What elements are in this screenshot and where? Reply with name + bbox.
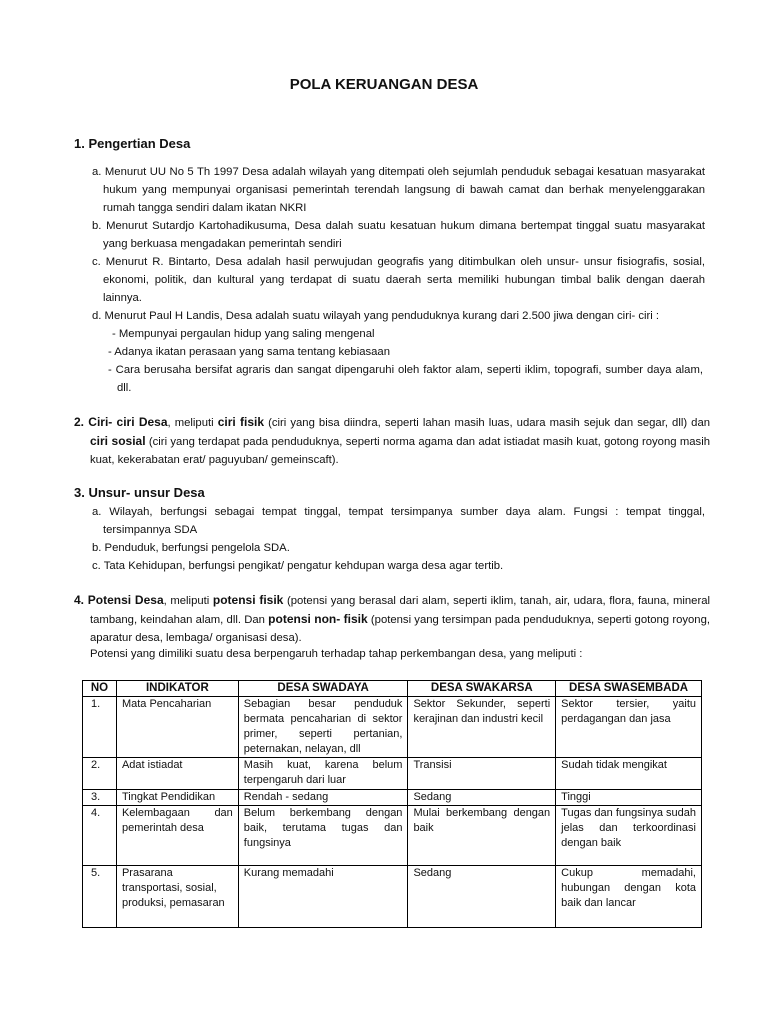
village-development-table [82, 680, 702, 928]
definition-b: b. Menurut Sutardjo Kartohadikusuma, Desa dalah suatu kesatuan hukum dimana bertempat tinggal suatu masyarakat yang berkuasa mengadakan pemerintah sendiri [92, 220, 705, 250]
cell: Rendah - sedang [238, 790, 408, 806]
keyword-ciri-sosial: ciri sosial [90, 434, 146, 448]
cell: Prasarana transportasi, sosial, produksi, pemasaran [116, 866, 238, 928]
element-b: b. Penduduk, berfungsi pengelola SDA. [92, 542, 290, 554]
cell: Cukup memadahi, hubungan dengan kota baik dan lancar [556, 866, 702, 928]
table-row [83, 866, 702, 928]
section-2-text-1: , meliputi [167, 417, 218, 429]
cell: 2. [83, 758, 117, 790]
cell: Sektor Sekunder, seperti kerajinan dan industri kecil [408, 697, 556, 758]
characteristic-2: - Adanya ikatan perasaan yang sama tentang kebiasaan [108, 346, 390, 358]
section-4-paragraph [74, 591, 710, 647]
header-no: NO [83, 681, 117, 697]
cell: Mulai berkembang dengan baik [408, 806, 556, 866]
cell: Sedang [408, 790, 556, 806]
cell: Sudah tidak mengikat [556, 758, 702, 790]
cell: 3. [83, 790, 117, 806]
cell: Sektor tersier, yaitu perdagangan dan jasa [556, 697, 702, 758]
characteristic-1: - Mempunyai pergaulan hidup yang saling mengenal [112, 328, 375, 340]
characteristic-3: - Cara berusaha bersifat agraris dan sangat dipengaruhi oleh faktor alam, seperti iklim, topografi, sumber daya alam, dll. [108, 364, 703, 394]
section-4-text-2: (potensi yang berasal dari alam, seperti iklim, tanah, air, udara, flora, fauna, mineral tambang, keindahan alam, dll. Dan [90, 595, 711, 626]
section-2-text-3: (ciri yang terdapat pada penduduknya, seperti norma agama dan adat istiadat masih kuat, gotong royong masih kuat, kekerabatan erat/ paguyuban/ gemeinscaft). [90, 436, 710, 466]
cell: Adat istiadat [116, 758, 238, 790]
cell: 1. [83, 697, 117, 758]
keyword-potensi-non-fisik: potensi non- fisik [268, 612, 368, 626]
page-title: POLA KERUANGAN DESA [289, 76, 479, 93]
header-indikator: INDIKATOR [116, 681, 238, 697]
section-4-intro: Potensi yang dimiliki suatu desa berpengaruh terhadap tahap perkembangan desa, yang meliputi : [90, 648, 583, 660]
cell: Tingkat Pendidikan [116, 790, 238, 806]
table-row [83, 697, 702, 758]
cell: Mata Pencaharian [116, 697, 238, 758]
section-1-heading: 1. Pengertian Desa [74, 136, 191, 151]
keyword-ciri-fisik: ciri fisik [217, 415, 265, 429]
definition-d: d. Menurut Paul H Landis, Desa adalah suatu wilayah yang penduduknya kurang dari 2.500 jiwa dengan ciri- ciri : [92, 310, 660, 322]
cell: Kurang memadahi [238, 866, 408, 928]
cell: Sedang [408, 866, 556, 928]
cell: Sebagian besar penduduk bermata pencaharian di sektor primer, seperti pertanian, peternakan, nelayan, dll [238, 697, 408, 758]
table-row [83, 758, 702, 790]
section-4-text-3: (potensi yang tersimpan pada penduduknya, seperti gotong royong, aparatur desa, lembaga/ organisasi desa). [90, 614, 710, 644]
keyword-potensi-fisik: potensi fisik [212, 593, 284, 607]
table-row [83, 790, 702, 806]
cell: Kelembagaan dan pemerintah desa [116, 806, 238, 866]
cell: 4. [83, 806, 117, 866]
definition-c: c. Menurut R. Bintarto, Desa adalah hasil perwujudan geografis yang ditimbulkan oleh unsur- unsur fisiografis, sosial, ekonomi, politik, dan kultural yang terdapat di suatu daerah serta memiliki hubungan timbal balik dengan daerah lainnya. [92, 256, 705, 304]
section-4-heading: 4. Potensi Desa [74, 593, 164, 607]
section-4-text-1: , meliputi [163, 595, 213, 607]
section-3-heading: 3. Unsur- unsur Desa [74, 485, 205, 500]
cell: 5. [83, 866, 117, 928]
table-header-row [83, 681, 702, 697]
definition-a: a. Menurut UU No 5 Th 1997 Desa adalah wilayah yang ditempati oleh sejumlah penduduk sebagai kesatuan masyarakat hukum yang mempunyai organisasi pemerintah terendah langsung di bawah camat dan berhak menyelenggarakan rumah tangga sendiri dalam ikatan NKRI [92, 166, 705, 214]
element-c: c. Tata Kehidupan, berfungsi pengikat/ pengatur kehdupan warga desa agar tertib. [92, 560, 504, 572]
header-desa-swakarsa: DESA SWAKARSA [408, 681, 556, 697]
element-a: a. Wilayah, berfungsi sebagai tempat tinggal, tempat tersimpanya sumber daya alam. Fungsi : tempat tinggal, tersimpannya SDA [92, 506, 705, 536]
cell: Transisi [408, 758, 556, 790]
section-2-paragraph [74, 413, 710, 469]
section-2-text-2: (ciri yang bisa diindra, seperti lahan masih luas, udara masih sejuk dan segar, dll) dan [264, 417, 711, 429]
cell: Tinggi [556, 790, 702, 806]
header-desa-swadaya: DESA SWADAYA [238, 681, 408, 697]
cell: Belum berkembang dengan baik, terutama tugas dan fungsinya [238, 806, 408, 866]
header-desa-swasembada: DESA SWASEMBADA [556, 681, 702, 697]
cell: Masih kuat, karena belum terpengaruh dari luar [238, 758, 408, 790]
cell: Tugas dan fungsinya sudah jelas dan terkoordinasi dengan baik [556, 806, 702, 866]
table-row [83, 806, 702, 866]
section-2-heading: 2. Ciri- ciri Desa [74, 415, 168, 429]
